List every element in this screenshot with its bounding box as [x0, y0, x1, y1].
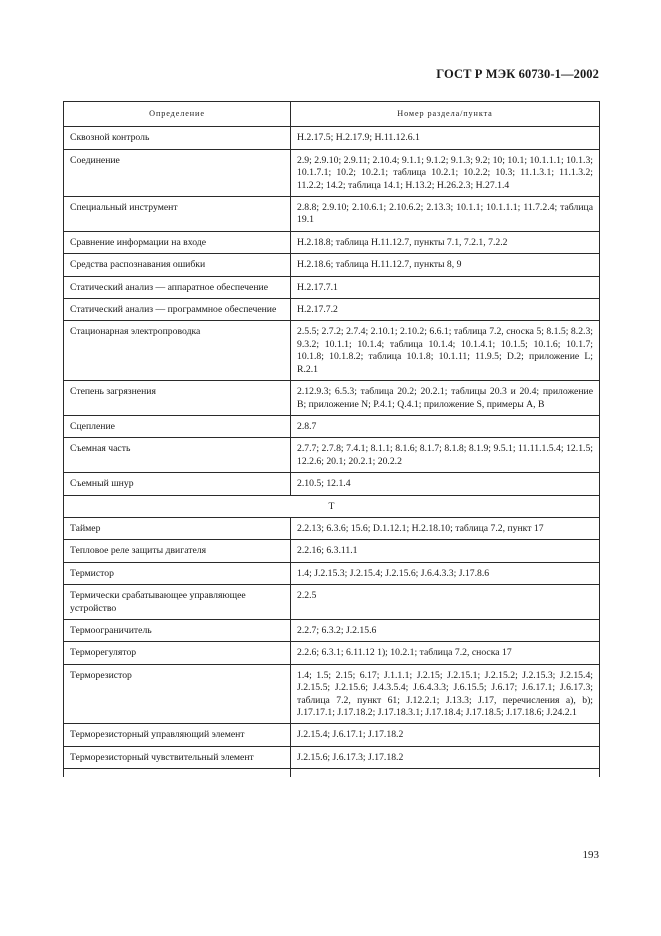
rows-letter-s — [64, 127, 600, 495]
reference-cell: 1.4; J.2.15.3; J.2.15.4; J.2.15.6; J.6.4.3.3; J.17.8.6 — [291, 562, 600, 584]
reference-cell: 2.2.16; 6.3.11.1 — [291, 540, 600, 562]
table-row — [64, 746, 600, 768]
reference-cell: Н.2.18.6; таблица Н.11.12.7, пункты 8, 9 — [291, 254, 600, 276]
term-cell: Терморегулятор — [64, 642, 291, 664]
table-row — [64, 664, 600, 724]
table-row — [64, 642, 600, 664]
term-index-table — [63, 101, 600, 777]
table-row — [64, 276, 600, 298]
reference-cell: 2.12.9.3; 6.5.3; таблица 20.2; 20.2.1; таблицы 20.3 и 20.4; приложение В; приложение N; P.4.1; Q.4.1; приложение S, примеры А, В — [291, 381, 600, 416]
table-row — [64, 585, 600, 620]
reference-cell: Н.2.17.7.1 — [291, 276, 600, 298]
table-row — [64, 149, 600, 196]
term-cell: Съемная часть — [64, 438, 291, 473]
table-row — [64, 231, 600, 253]
reference-cell: 2.5.5; 2.7.2; 2.7.4; 2.10.1; 2.10.2; 6.6.1; таблица 7.2, сноска 5; 8.1.5; 8.2.3; 9.3.2; 10.1.1; 10.1.4; таблица 10.1.4; 10.1.4.1; 10.1.5; 10.1.6; 10.1.7; 10.1.8; 10.1.8.2; таблица 10.1.8; 10.1.11; 11.9.5; D.2; приложение L; R.2.1 — [291, 321, 600, 381]
table-row — [64, 299, 600, 321]
reference-cell: 2.9; 2.9.10; 2.9.11; 2.10.4; 9.1.1; 9.1.2; 9.1.3; 9.2; 10; 10.1; 10.1.1.1; 10.1.3; 10.1.7.1; 10.2; 10.2.1; таблица 10.2.1; 10.2.2; 10.3; 11.1.3.1; 11.1.3.2; 11.2.2; 14.2; таблица 14.1; Н.13.2; Н.26.2.3; Н.27.1.4 — [291, 149, 600, 196]
term-cell: Тепловое реле защиты двигателя — [64, 540, 291, 562]
term-cell: Терморезистор — [64, 664, 291, 724]
reference-cell: 2.8.7 — [291, 415, 600, 437]
term-cell: Съемный шнур — [64, 473, 291, 495]
term-cell: Термоограничитель — [64, 619, 291, 641]
table-row — [64, 540, 600, 562]
reference-cell: 2.7.7; 2.7.8; 7.4.1; 8.1.1; 8.1.6; 8.1.7; 8.1.8; 8.1.9; 9.5.1; 11.11.1.5.4; 12.1.5; 12.2.6; 20.1; 20.2.1; 20.2.2 — [291, 438, 600, 473]
reference-cell: J.2.15.6; J.6.17.3; J.17.18.2 — [291, 746, 600, 768]
continuation-cell — [291, 769, 600, 778]
reference-cell: Н.2.18.8; таблица Н.11.12.7, пункты 7.1, 7.2.1, 7.2.2 — [291, 231, 600, 253]
table-row — [64, 438, 600, 473]
table-continuation-row — [64, 769, 600, 778]
term-cell: Сравнение информации на входе — [64, 231, 291, 253]
table-row — [64, 197, 600, 232]
term-cell: Таймер — [64, 517, 291, 539]
term-cell: Стационарная электропроводка — [64, 321, 291, 381]
term-cell: Сцепление — [64, 415, 291, 437]
letter-divider-group — [64, 495, 600, 517]
column-header-definition: Определение — [64, 102, 291, 127]
column-header-section-number: Номер раздела/пункта — [291, 102, 600, 127]
term-cell: Статический анализ — аппаратное обеспечение — [64, 276, 291, 298]
term-cell: Средства распознавания ошибки — [64, 254, 291, 276]
table-row — [64, 127, 600, 149]
table-header-row — [64, 102, 600, 127]
term-cell: Термически срабатывающее управляющее устройство — [64, 585, 291, 620]
reference-cell: 2.2.13; 6.3.6; 15.6; D.1.12.1; Н.2.18.10; таблица 7.2, пункт 17 — [291, 517, 600, 539]
term-cell: Термистор — [64, 562, 291, 584]
table-row — [64, 381, 600, 416]
reference-cell: 2.2.5 — [291, 585, 600, 620]
continuation-cell — [64, 769, 291, 778]
reference-cell: 2.10.5; 12.1.4 — [291, 473, 600, 495]
table-row — [64, 473, 600, 495]
term-cell: Терморезисторный управляющий элемент — [64, 724, 291, 746]
reference-cell: 2.2.6; 6.3.1; 6.11.12 1); 10.2.1; таблица 7.2, сноска 17 — [291, 642, 600, 664]
reference-cell: Н.2.17.5; Н.2.17.9; Н.11.12.6.1 — [291, 127, 600, 149]
table-continuation — [64, 769, 600, 778]
table-row — [64, 724, 600, 746]
letter-divider-row — [64, 495, 600, 517]
rows-letter-t — [64, 517, 600, 768]
table-row — [64, 619, 600, 641]
reference-cell: J.2.15.4; J.6.17.1; J.17.18.2 — [291, 724, 600, 746]
term-cell: Статический анализ — программное обеспечение — [64, 299, 291, 321]
table-row — [64, 321, 600, 381]
term-cell: Степень загрязнения — [64, 381, 291, 416]
reference-cell: 2.8.8; 2.9.10; 2.10.6.1; 2.10.6.2; 2.13.3; 10.1.1; 10.1.1.1; 11.7.2.4; таблица 19.1 — [291, 197, 600, 232]
term-cell: Специальный инструмент — [64, 197, 291, 232]
table-row — [64, 415, 600, 437]
reference-cell: 1.4; 1.5; 2.15; 6.17; J.1.1.1; J.2.15; J.2.15.1; J.2.15.2; J.2.15.3; J.2.15.4; J.2.15.5; J.2.15.6; J.4.3.5.4; J.6.4.3.3; J.6.15.5; J.6.17; J.6.17.1; J.6.17.3; таблица 7.2, пункт 61; J.12.2.1; J.13.3; J.17, перечисления а), b); J.17.17.1; J.17.18.2; J.17.18.3.1; J.17.18.4; J.17.18.5; J.17.18.6; J.24.2.1 — [291, 664, 600, 724]
page-number: 193 — [582, 849, 599, 861]
reference-cell: Н.2.17.7.2 — [291, 299, 600, 321]
standard-designation: ГОСТ Р МЭК 60730-1—2002 — [436, 67, 599, 81]
term-cell: Сквозной контроль — [64, 127, 291, 149]
table-row — [64, 517, 600, 539]
reference-cell: 2.2.7; 6.3.2; J.2.15.6 — [291, 619, 600, 641]
term-cell: Соединение — [64, 149, 291, 196]
term-cell: Терморезисторный чувствительный элемент — [64, 746, 291, 768]
section-letter: Т — [64, 495, 600, 517]
table-row — [64, 254, 600, 276]
table-row — [64, 562, 600, 584]
